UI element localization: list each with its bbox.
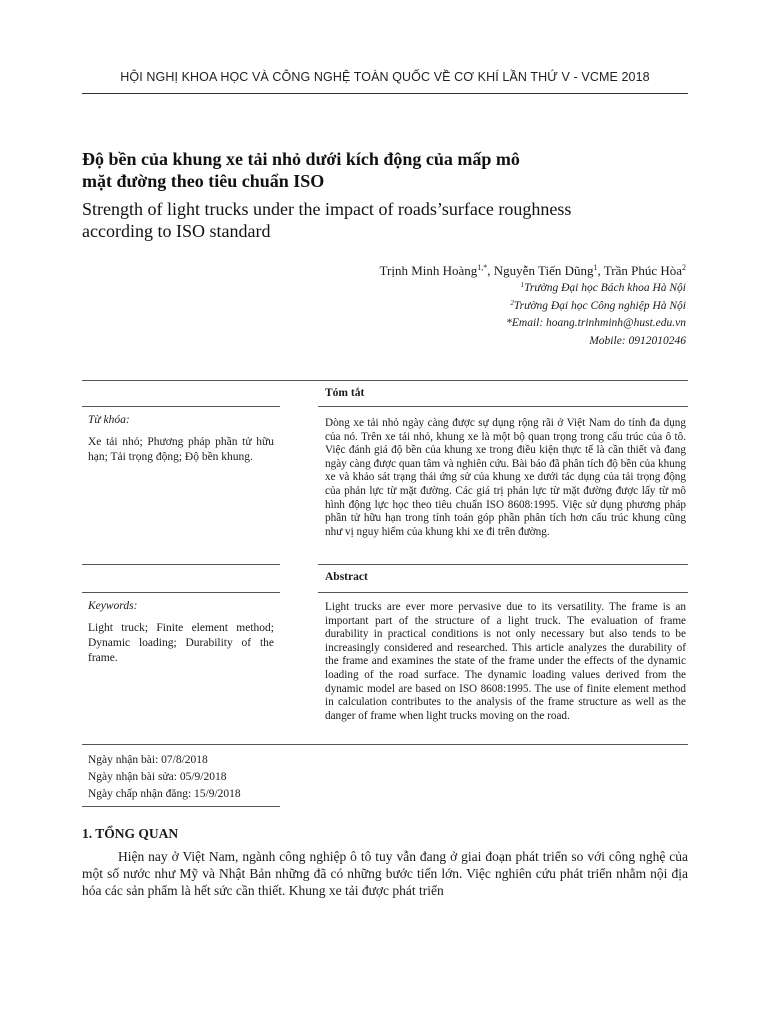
date-received: Ngày nhận bài: 07/8/2018 bbox=[88, 754, 208, 766]
table-rule-abs-vi bbox=[318, 406, 688, 407]
author-email: *Email: hoang.trinhminh@hust.edu.vn bbox=[506, 317, 686, 329]
affil-mark: 2 bbox=[510, 298, 514, 307]
affiliation-1 bbox=[186, 280, 686, 298]
author-name: Trần Phúc Hòa bbox=[603, 263, 682, 278]
keywords-en-text: Light truck; Finite element method; Dynamic loading; Durability of the frame. bbox=[88, 622, 274, 664]
affiliation-2 bbox=[186, 298, 686, 316]
date-accepted: Ngày chấp nhận đăng: 15/9/2018 bbox=[88, 788, 241, 800]
table-rule-mid-right bbox=[318, 564, 688, 565]
title-vi-line-1: Độ bền của khung xe tải nhỏ dưới kích động của mấp mô bbox=[82, 149, 520, 169]
conference-header: HỘI NGHỊ KHOA HỌC VÀ CÔNG NGHỆ TOÀN QUỐC VỀ CƠ KHÍ LẦN THỨ V - VCME 2018 bbox=[120, 70, 650, 84]
abstract-en-text: Light trucks are ever more pervasive due to its versatility. The frame is an important part of the structure of a light truck. The evaluation of frame durability in practical conditions is not only necessary but also tends to be increasingly considered and researched. This article analyzes the durability of the frame and examines the state of the frame under the effects of the dynamic loading of the road surface. The dynamic loading values derived from the dynamic model are based on ISO 8608:1995. The use of finite element method in calculation contributes to the analysis of the frame structure as well as the danger of frame when light trucks moving on the road. bbox=[325, 601, 686, 722]
affil-text: Trường Đại học Công nghiệp Hà Nội bbox=[513, 299, 686, 312]
keywords-vi-text: Xe tải nhỏ; Phương pháp phần tử hữu hạn; Tải trọng động; Độ bền khung. bbox=[88, 436, 274, 463]
table-rule-abs-en bbox=[318, 592, 688, 593]
date-revised: Ngày nhận bài sửa: 05/9/2018 bbox=[88, 771, 227, 783]
affil-mark: 1 bbox=[520, 281, 525, 289]
author-separator: , bbox=[487, 263, 494, 278]
section-1-text: Hiện nay ở Việt Nam, ngành công nghiệp ô tô tuy vẫn đang ở giai đoạn phát triển so với công nghệ của một số nước như Mỹ và Nhật Bản những đã có những bước tiến lớn. Việc nghiên cứu phát triển nhằm nội địa hóa các sản phẩm là hết sức cần thiết. Khung xe tải được phát triển bbox=[82, 849, 688, 898]
keywords-vi-label: Từ khóa: bbox=[88, 414, 130, 426]
author-mobile: Mobile: 0912010246 bbox=[589, 334, 686, 347]
author-separator: , bbox=[597, 263, 604, 278]
author-affil-mark: 2 bbox=[682, 263, 686, 272]
title-vi-line-2: mặt đường theo tiêu chuẩn ISO bbox=[82, 171, 325, 191]
table-rule-top bbox=[82, 380, 688, 381]
author-affil-mark: 1,* bbox=[477, 263, 488, 272]
author-list bbox=[186, 262, 686, 280]
table-rule-kw-vi bbox=[82, 406, 280, 407]
keywords-en-label: Keywords: bbox=[88, 600, 138, 612]
author-name: Trịnh Minh Hoàng bbox=[379, 263, 478, 278]
section-1-title: 1. TỔNG QUAN bbox=[82, 826, 179, 841]
author-name: Nguyễn Tiến Dũng bbox=[493, 263, 594, 278]
title-vietnamese bbox=[82, 148, 642, 192]
table-rule-mid-left bbox=[82, 564, 280, 565]
title-english bbox=[82, 198, 688, 242]
article-dates bbox=[88, 752, 241, 803]
summary-vi-text: Dòng xe tải nhỏ ngày càng được sự dụng rộng rãi ở Việt Nam do tính đa dụng của nó. Trên xe tải nhỏ, khung xe là một bộ quan trọng trong cấu trúc của ô tô. Việc đánh giá độ bền của khung xe trong điều kiện thực tế là cần thiết và đang ngày càng được quan tâm và nghiên cứu. Bài báo đã phân tích độ bền của khung xe và khảo sát trạng thái ứng sử của khung xe dưới tác dụng của tải trọng động của phản lực từ mặt đường. Các giá trị phản lực từ mặt đường được lấy từ mô hình động lực học theo tiêu chuẩn ISO 8608:1995. Việc sử dụng phương pháp phần tử hữu hạn trong tính toán góp phần phân tích hơn cấu trúc khung cũng như vị nguy hiểm của khung khi xe đi trên đường. bbox=[325, 417, 686, 538]
title-en-line-2: according to ISO standard bbox=[82, 221, 271, 241]
table-rule-bottom bbox=[82, 744, 688, 745]
author-block bbox=[186, 262, 686, 350]
summary-vi-heading: Tóm tắt bbox=[325, 387, 365, 399]
dates-rule bbox=[82, 806, 280, 807]
title-en-line-1: Strength of light trucks under the impact of roads’surface roughness bbox=[82, 199, 572, 219]
author-affil-mark: 1 bbox=[593, 263, 598, 272]
affil-text: Trường Đại học Bách khoa Hà Nội bbox=[524, 282, 686, 294]
abstract-en-heading: Abstract bbox=[325, 571, 368, 583]
header-rule bbox=[82, 93, 688, 94]
table-rule-kw-en bbox=[82, 592, 280, 593]
